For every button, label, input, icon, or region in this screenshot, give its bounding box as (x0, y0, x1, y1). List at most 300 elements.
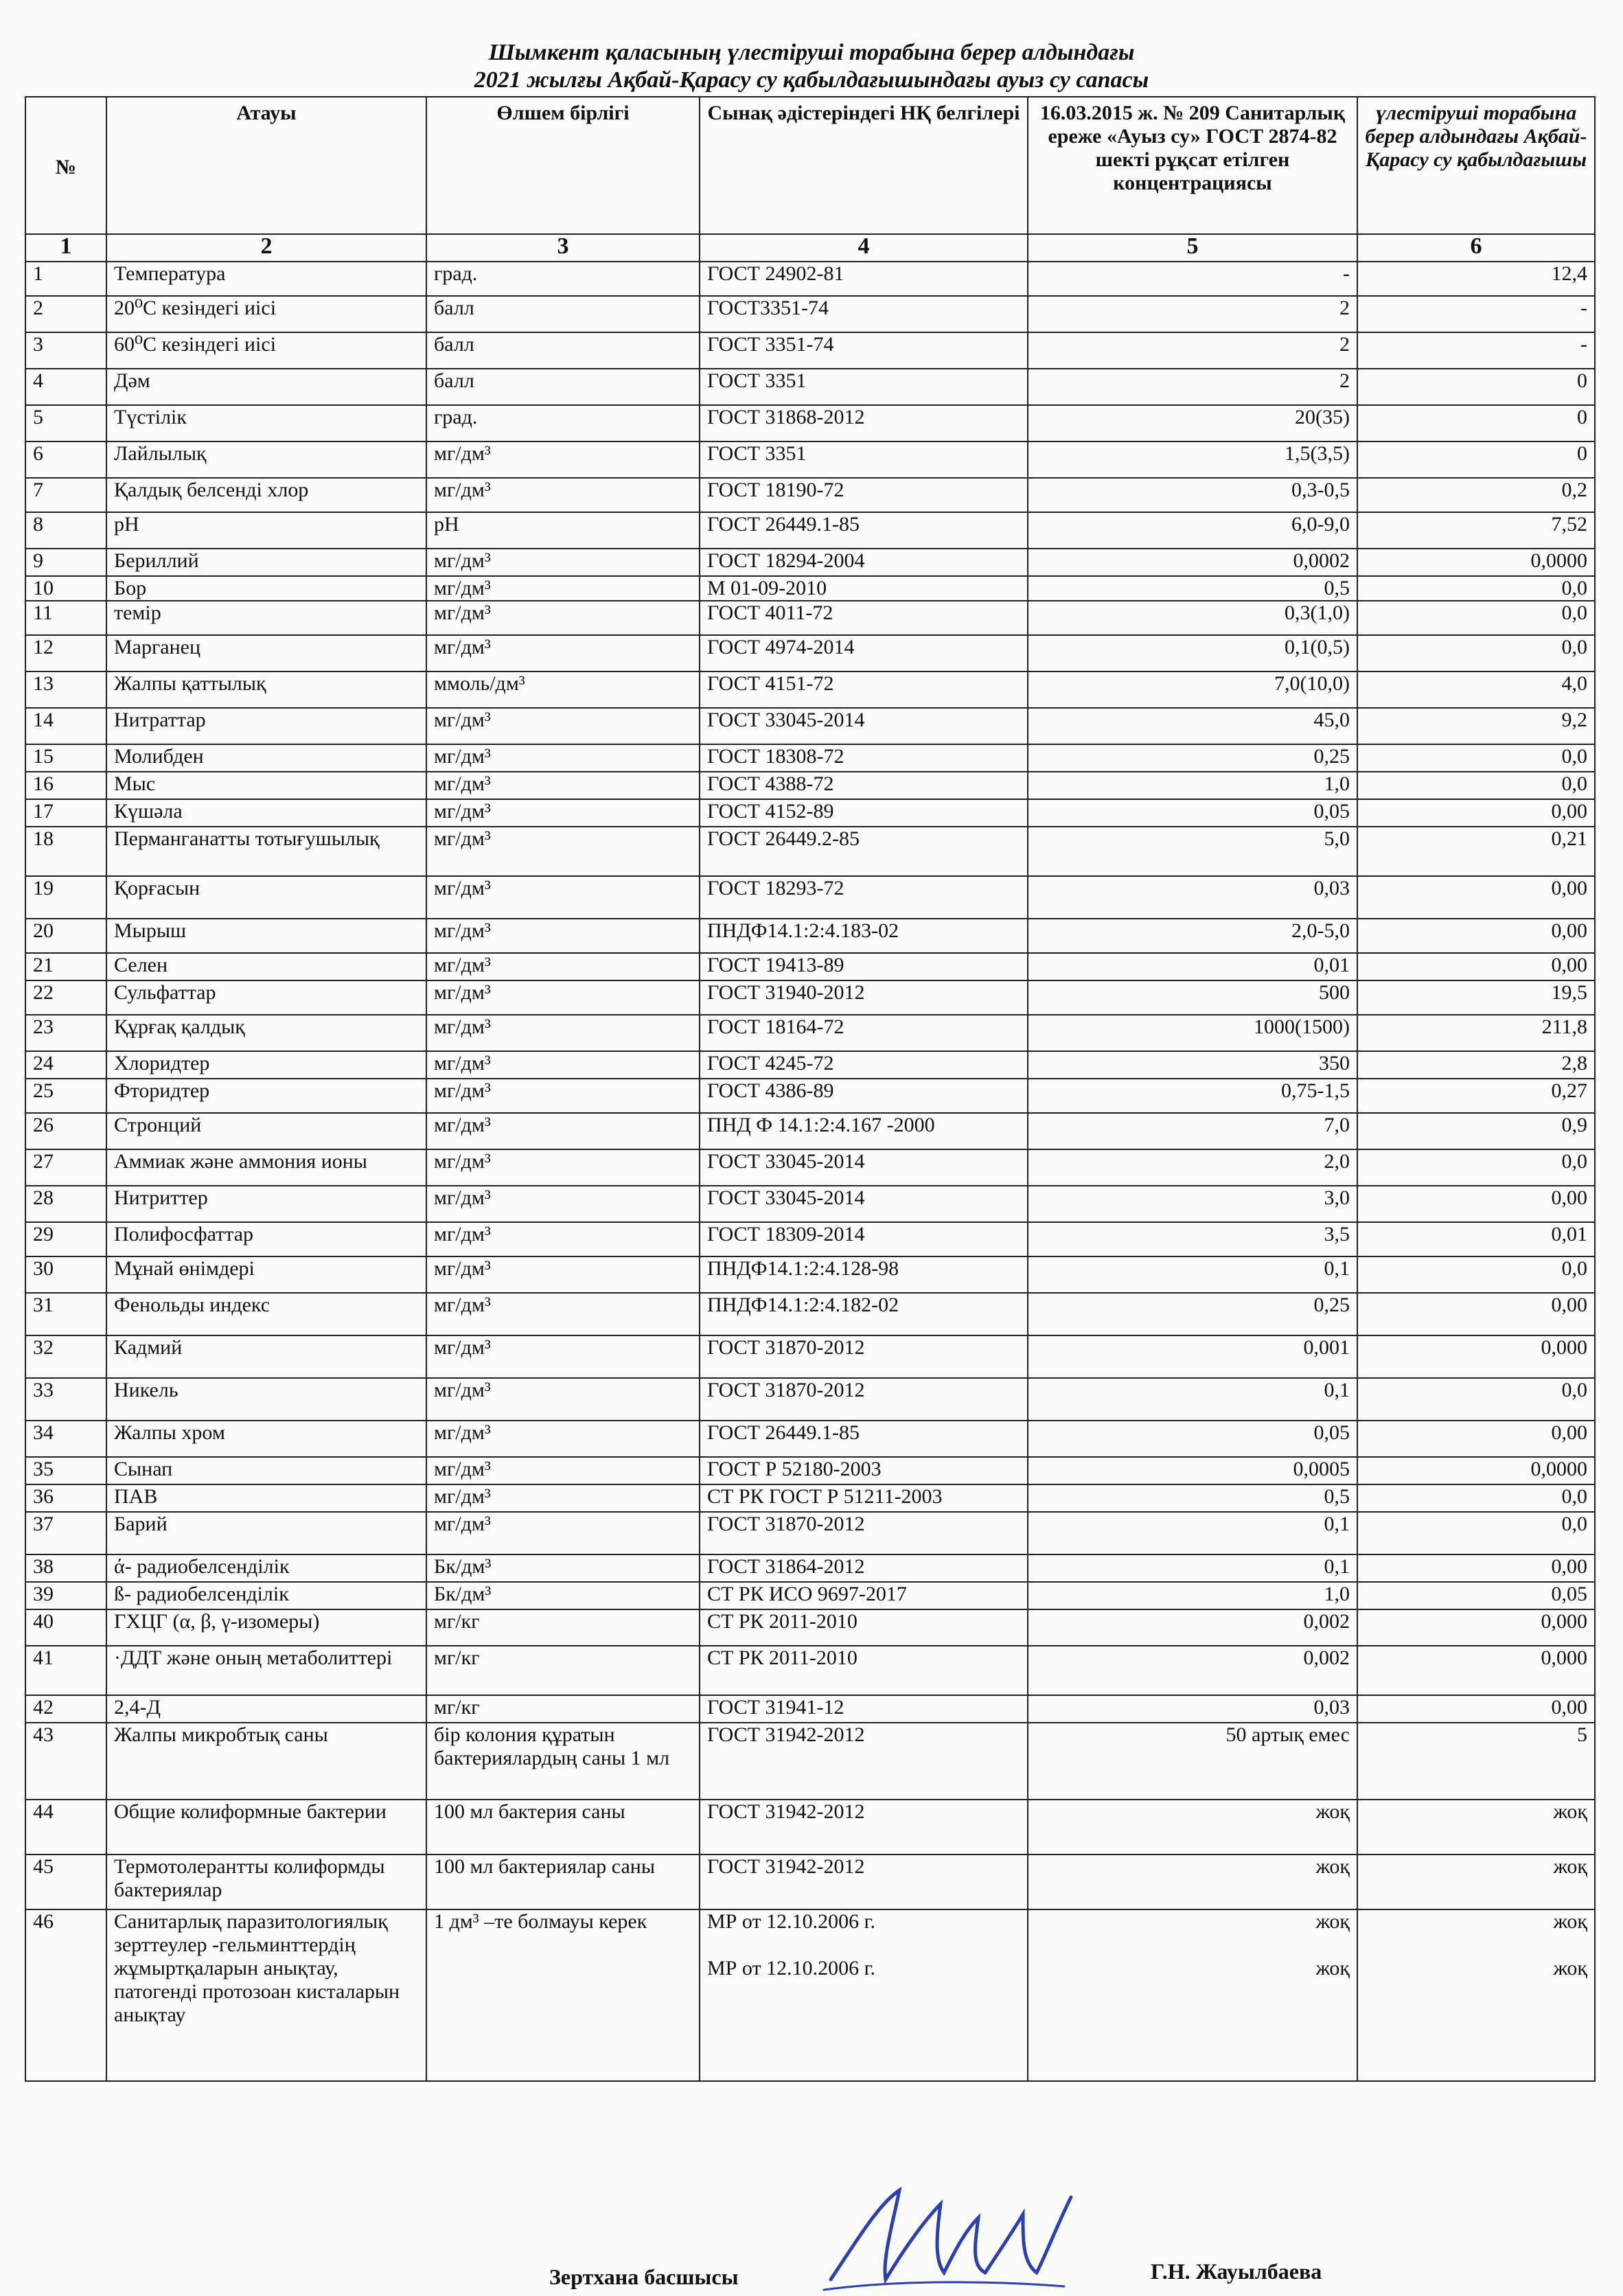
table-row (25, 1484, 1595, 1512)
unit-cell: мг/дм³ (426, 1293, 700, 1335)
parameter-name: Хлоридтер (106, 1051, 426, 1079)
norm-cell: 20(35) (1028, 405, 1357, 441)
method-cell: ГОСТ 19413-89 (700, 953, 1028, 980)
unit-cell: мг/дм³ (426, 876, 700, 919)
method-cell: ГОСТ 3351-74 (700, 332, 1028, 369)
table-row (25, 1695, 1595, 1723)
parameter-name: Нитриттер (106, 1186, 426, 1222)
parameter-name: Жалпы қаттылық (106, 671, 426, 708)
value-cell: 0,000 (1357, 1609, 1595, 1646)
unit-cell: мг/дм³ (426, 576, 700, 601)
value-cell: 0 (1357, 405, 1595, 441)
parameter-name: ГХЦГ (α, β, γ-изомеры) (106, 1609, 426, 1646)
parameter-name: Қалдық белсенді хлор (106, 478, 426, 512)
method-cell: ГОСТ 18190-72 (700, 478, 1028, 512)
row-number: 42 (25, 1695, 106, 1723)
norm-cell: 0,1 (1028, 1378, 1357, 1421)
value-cell: 0,0 (1357, 635, 1595, 671)
parameter-name: Жалпы микробтық саны (106, 1723, 426, 1800)
value-cell: 4,0 (1357, 671, 1595, 708)
method-cell: ГОСТ 31870-2012 (700, 1512, 1028, 1554)
table-row (25, 1149, 1595, 1186)
unit-cell: мг/дм³ (426, 441, 700, 478)
unit-cell: мг/дм³ (426, 1378, 700, 1421)
value-cell: 0,0 (1357, 1512, 1595, 1554)
method-cell: ГОСТ 4011-72 (700, 601, 1028, 635)
value-cell: 0,00 (1357, 1421, 1595, 1457)
method-cell: ГОСТ 4388-72 (700, 772, 1028, 799)
method-cell: МР от 12.10.2006 г. МР от 12.10.2006 г. (700, 1909, 1028, 2081)
table-row (25, 1051, 1595, 1079)
value-cell: 0,0000 (1357, 1457, 1595, 1484)
norm-cell: 0,5 (1028, 576, 1357, 601)
unit-cell: мг/дм³ (426, 799, 700, 827)
norm-cell: жоқ (1028, 1855, 1357, 1909)
unit-cell: мг/дм³ (426, 1149, 700, 1186)
value-cell: 0,0 (1357, 601, 1595, 635)
value-cell: 0,05 (1357, 1582, 1595, 1609)
method-cell: СТ РК 2011-2010 (700, 1646, 1028, 1695)
norm-cell: 0,03 (1028, 1695, 1357, 1723)
method-cell: ГОСТ3351-74 (700, 296, 1028, 332)
row-number: 36 (25, 1484, 106, 1512)
row-number: 24 (25, 1051, 106, 1079)
method-cell: ГОСТ 4974-2014 (700, 635, 1028, 671)
value-cell: 0,0000 (1357, 549, 1595, 576)
value-cell: 0,0 (1357, 772, 1595, 799)
parameter-name: Бериллий (106, 549, 426, 576)
norm-cell: 0,002 (1028, 1646, 1357, 1695)
header-value: үлестіруші торабына берер алдындағы Ақбай-Қарасу су қабылдағышы (1357, 97, 1595, 234)
unit-cell: мг/дм³ (426, 919, 700, 953)
value-cell: 0,00 (1357, 799, 1595, 827)
table-row (25, 1855, 1595, 1909)
value-cell: 0,00 (1357, 1293, 1595, 1335)
norm-cell: 2,0-5,0 (1028, 919, 1357, 953)
table-row (25, 1378, 1595, 1421)
unit-cell: град. (426, 262, 700, 296)
table-row (25, 478, 1595, 512)
row-number: 12 (25, 635, 106, 671)
unit-cell: бір колония құратын бактериялардың саны 1 мл (426, 1723, 700, 1800)
value-cell: 7,52 (1357, 512, 1595, 549)
value-cell: 0,21 (1357, 827, 1595, 876)
parameter-name: Никель (106, 1378, 426, 1421)
table-row (25, 671, 1595, 708)
unit-cell: мг/дм³ (426, 744, 700, 772)
unit-cell: 100 мл бактерия саны (426, 1800, 700, 1855)
norm-cell: 0,0005 (1028, 1457, 1357, 1484)
row-number: 32 (25, 1335, 106, 1378)
column-number: 3 (426, 234, 700, 262)
method-cell: ГОСТ 33045-2014 (700, 1149, 1028, 1186)
row-number: 27 (25, 1149, 106, 1186)
method-cell: ГОСТ 31864-2012 (700, 1554, 1028, 1582)
parameter-name: ПАВ (106, 1484, 426, 1512)
norm-cell: 3,5 (1028, 1222, 1357, 1256)
parameter-name: Күшәла (106, 799, 426, 827)
column-number: 4 (700, 234, 1028, 262)
value-cell: 0,0 (1357, 744, 1595, 772)
row-number: 2 (25, 296, 106, 332)
table-row (25, 744, 1595, 772)
value-cell: 0,0 (1357, 576, 1595, 601)
method-cell: М 01-09-2010 (700, 576, 1028, 601)
norm-cell: 1,5(3,5) (1028, 441, 1357, 478)
row-number: 6 (25, 441, 106, 478)
header-unit: Өлшем бірлігі (426, 97, 700, 234)
norm-cell: 0,0002 (1028, 549, 1357, 576)
unit-cell: мг/дм³ (426, 478, 700, 512)
value-cell: жоқ жоқ (1357, 1909, 1595, 2081)
value-cell: 0,0 (1357, 1378, 1595, 1421)
norm-cell: 0,1 (1028, 1256, 1357, 1293)
method-cell: ГОСТ 31942-2012 (700, 1800, 1028, 1855)
parameter-name: Стронций (106, 1113, 426, 1149)
row-number: 35 (25, 1457, 106, 1484)
value-cell: жоқ (1357, 1800, 1595, 1855)
table-row (25, 1909, 1595, 2081)
method-cell: ГОСТ 31942-2012 (700, 1723, 1028, 1800)
unit-cell: мг/кг (426, 1646, 700, 1695)
norm-cell: 0,05 (1028, 799, 1357, 827)
table-row (25, 405, 1595, 441)
table-row (25, 262, 1595, 296)
unit-cell: мг/дм³ (426, 1113, 700, 1149)
row-number: 19 (25, 876, 106, 919)
table-row (25, 1113, 1595, 1149)
row-number: 40 (25, 1609, 106, 1646)
unit-cell: ммоль/дм³ (426, 671, 700, 708)
method-cell: ПНДФ14.1:2:4.128-98 (700, 1256, 1028, 1293)
method-cell: ГОСТ 18309-2014 (700, 1222, 1028, 1256)
parameter-name: Марганец (106, 635, 426, 671)
parameter-name: Бор (106, 576, 426, 601)
unit-cell: мг/дм³ (426, 601, 700, 635)
unit-cell: мг/дм³ (426, 1421, 700, 1457)
method-cell: ГОСТ 4152-89 (700, 799, 1028, 827)
value-cell: 5 (1357, 1723, 1595, 1800)
table-body (25, 262, 1595, 2081)
norm-cell: 0,1 (1028, 1512, 1357, 1554)
table-row (25, 827, 1595, 876)
value-cell: 0,01 (1357, 1222, 1595, 1256)
norm-cell: 0,3(1,0) (1028, 601, 1357, 635)
parameter-name: Полифосфаттар (106, 1222, 426, 1256)
norm-cell: 6,0-9,0 (1028, 512, 1357, 549)
column-number: 1 (25, 234, 106, 262)
row-number: 25 (25, 1079, 106, 1113)
norm-cell: жоқ жоқ (1028, 1909, 1357, 2081)
row-number: 22 (25, 980, 106, 1015)
parameter-name: 2,4-Д (106, 1695, 426, 1723)
table-row (25, 1256, 1595, 1293)
unit-cell: мг/кг (426, 1609, 700, 1646)
method-cell: ГОСТ 24902-81 (700, 262, 1028, 296)
row-number: 44 (25, 1800, 106, 1855)
norm-cell: 0,03 (1028, 876, 1357, 919)
norm-cell: 0,5 (1028, 1484, 1357, 1512)
table-row (25, 919, 1595, 953)
row-number: 23 (25, 1015, 106, 1051)
column-number-row (25, 234, 1595, 262)
parameter-name: темір (106, 601, 426, 635)
row-number: 26 (25, 1113, 106, 1149)
unit-cell: рН (426, 512, 700, 549)
table-row (25, 1335, 1595, 1378)
norm-cell: 2,0 (1028, 1149, 1357, 1186)
norm-cell: 0,002 (1028, 1609, 1357, 1646)
row-number: 45 (25, 1855, 106, 1909)
unit-cell: Бк/дм³ (426, 1554, 700, 1582)
method-cell: СТ РК ГОСТ Р 51211-2003 (700, 1484, 1028, 1512)
norm-cell: 0,75-1,5 (1028, 1079, 1357, 1113)
row-number: 20 (25, 919, 106, 953)
unit-cell: мг/кг (426, 1695, 700, 1723)
table-row (25, 1723, 1595, 1800)
table-row (25, 296, 1595, 332)
row-number: 17 (25, 799, 106, 827)
method-cell: ГОСТ 3351 (700, 441, 1028, 478)
table-row (25, 953, 1595, 980)
parameter-name: Түстілік (106, 405, 426, 441)
table-row (25, 601, 1595, 635)
row-number: 14 (25, 708, 106, 744)
value-cell: 0,000 (1357, 1335, 1595, 1378)
table-row (25, 876, 1595, 919)
row-number: 46 (25, 1909, 106, 2081)
value-cell: 0,00 (1357, 1554, 1595, 1582)
table-row (25, 1554, 1595, 1582)
row-number: 5 (25, 405, 106, 441)
column-number: 5 (1028, 234, 1357, 262)
row-number: 39 (25, 1582, 106, 1609)
norm-cell: 1000(1500) (1028, 1015, 1357, 1051)
row-number: 37 (25, 1512, 106, 1554)
parameter-name: ß- радиобелсенділік (106, 1582, 426, 1609)
unit-cell: балл (426, 332, 700, 369)
unit-cell: балл (426, 296, 700, 332)
method-cell: ГОСТ 26449.1-85 (700, 512, 1028, 549)
handwritten-signature (817, 2177, 1078, 2293)
header-norm: 16.03.2015 ж. № 209 Санитарлық ереже «Ауыз су» ГОСТ 2874-82 шекті рұқсат етілген концентрациясы (1028, 97, 1357, 234)
table-row (25, 1609, 1595, 1646)
parameter-name: Общие колиформные бактерии (106, 1800, 426, 1855)
row-number: 41 (25, 1646, 106, 1695)
table-row (25, 369, 1595, 405)
unit-cell: мг/дм³ (426, 1484, 700, 1512)
table-row (25, 1186, 1595, 1222)
unit-cell: мг/дм³ (426, 635, 700, 671)
value-cell: 9,2 (1357, 708, 1595, 744)
table-row (25, 1421, 1595, 1457)
parameter-name: Термотолерантты колиформды бактериялар (106, 1855, 426, 1909)
unit-cell: 1 дм³ –те болмауы керек (426, 1909, 700, 2081)
unit-cell: мг/дм³ (426, 1079, 700, 1113)
unit-cell: мг/дм³ (426, 1256, 700, 1293)
table-row (25, 512, 1595, 549)
unit-cell: мг/дм³ (426, 1457, 700, 1484)
header-row (25, 97, 1595, 234)
unit-cell: мг/дм³ (426, 953, 700, 980)
parameter-name: 20⁰С кезіндегі иісі (106, 296, 426, 332)
parameter-name: Құрғақ қалдық (106, 1015, 426, 1051)
method-cell: ГОСТ 3351 (700, 369, 1028, 405)
unit-cell: 100 мл бактериялар саны (426, 1855, 700, 1909)
row-number: 29 (25, 1222, 106, 1256)
parameter-name: Фторидтер (106, 1079, 426, 1113)
value-cell: 0,00 (1357, 953, 1595, 980)
method-cell: ГОСТ 31868-2012 (700, 405, 1028, 441)
row-number: 18 (25, 827, 106, 876)
table-row (25, 772, 1595, 799)
header-name: Атауы (106, 97, 426, 234)
method-cell: ГОСТ 33045-2014 (700, 1186, 1028, 1222)
table-row (25, 1800, 1595, 1855)
value-cell: 0,27 (1357, 1079, 1595, 1113)
unit-cell: мг/дм³ (426, 1015, 700, 1051)
parameter-name: Мырыш (106, 919, 426, 953)
table-row (25, 1015, 1595, 1051)
unit-cell: мг/дм³ (426, 772, 700, 799)
method-cell: ГОСТ 26449.2-85 (700, 827, 1028, 876)
parameter-name: Сынап (106, 1457, 426, 1484)
method-cell: СТ РК 2011-2010 (700, 1609, 1028, 1646)
method-cell: ГОСТ 4245-72 (700, 1051, 1028, 1079)
table-row (25, 332, 1595, 369)
unit-cell: мг/дм³ (426, 549, 700, 576)
norm-cell: 50 артық емес (1028, 1723, 1357, 1800)
method-cell: ГОСТ 18164-72 (700, 1015, 1028, 1051)
method-cell: ГОСТ 31942-2012 (700, 1855, 1028, 1909)
parameter-name: Селен (106, 953, 426, 980)
table-row (25, 1079, 1595, 1113)
method-cell: ГОСТ 4151-72 (700, 671, 1028, 708)
table-row (25, 1222, 1595, 1256)
value-cell: 19,5 (1357, 980, 1595, 1015)
unit-cell: мг/дм³ (426, 1222, 700, 1256)
method-cell: ПНДФ14.1:2:4.182-02 (700, 1293, 1028, 1335)
unit-cell: град. (426, 405, 700, 441)
value-cell: 211,8 (1357, 1015, 1595, 1051)
row-number: 33 (25, 1378, 106, 1421)
row-number: 43 (25, 1723, 106, 1800)
norm-cell: 7,0(10,0) (1028, 671, 1357, 708)
method-cell: ПНД Ф 14.1:2:4.167 -2000 (700, 1113, 1028, 1149)
value-cell: 0,0 (1357, 1149, 1595, 1186)
unit-cell: Бк/дм³ (426, 1582, 700, 1609)
parameter-name: Нитраттар (106, 708, 426, 744)
row-number: 4 (25, 369, 106, 405)
method-cell: ГОСТ 18293-72 (700, 876, 1028, 919)
value-cell: 0,00 (1357, 919, 1595, 953)
norm-cell: 0,05 (1028, 1421, 1357, 1457)
value-cell: жоқ (1357, 1855, 1595, 1909)
parameter-name: Қорғасын (106, 876, 426, 919)
column-number: 6 (1357, 234, 1595, 262)
parameter-name: Температура (106, 262, 426, 296)
row-number: 38 (25, 1554, 106, 1582)
water-quality-table (25, 96, 1596, 2082)
method-cell: ГОСТ 31870-2012 (700, 1378, 1028, 1421)
norm-cell: 2 (1028, 332, 1357, 369)
lab-head-name: Г.Н. Жауылбаева (1151, 2259, 1322, 2284)
norm-cell: 0,3-0,5 (1028, 478, 1357, 512)
method-cell: ГОСТ 31870-2012 (700, 1335, 1028, 1378)
norm-cell: 0,25 (1028, 1293, 1357, 1335)
table-row (25, 1512, 1595, 1554)
table-row (25, 799, 1595, 827)
parameter-name: Дәм (106, 369, 426, 405)
row-number: 9 (25, 549, 106, 576)
parameter-name: Лайлылық (106, 441, 426, 478)
table-row (25, 576, 1595, 601)
unit-cell: мг/дм³ (426, 708, 700, 744)
table-row (25, 441, 1595, 478)
table-row (25, 980, 1595, 1015)
norm-cell: 1,0 (1028, 772, 1357, 799)
method-cell: ГОСТ 31940-2012 (700, 980, 1028, 1015)
method-cell: СТ РК ИСО 9697-2017 (700, 1582, 1028, 1609)
value-cell: 0,0 (1357, 1256, 1595, 1293)
parameter-name: ·ДДТ және оның метаболиттері (106, 1646, 426, 1695)
row-number: 15 (25, 744, 106, 772)
norm-cell: 2 (1028, 296, 1357, 332)
norm-cell: 0,1 (1028, 1554, 1357, 1582)
parameter-name: Молибден (106, 744, 426, 772)
row-number: 34 (25, 1421, 106, 1457)
table-row (25, 1582, 1595, 1609)
lab-head-label: Зертхана басшысы (549, 2264, 739, 2289)
method-cell: ГОСТ 26449.1-85 (700, 1421, 1028, 1457)
row-number: 3 (25, 332, 106, 369)
parameter-name: Барий (106, 1512, 426, 1554)
row-number: 1 (25, 262, 106, 296)
table-row (25, 549, 1595, 576)
value-cell: 0 (1357, 369, 1595, 405)
value-cell: 0,0 (1357, 1484, 1595, 1512)
row-number: 7 (25, 478, 106, 512)
header-no: № (25, 97, 106, 234)
method-cell: ГОСТ 33045-2014 (700, 708, 1028, 744)
value-cell: 0,9 (1357, 1113, 1595, 1149)
row-number: 11 (25, 601, 106, 635)
norm-cell: 7,0 (1028, 1113, 1357, 1149)
row-number: 21 (25, 953, 106, 980)
column-number: 2 (106, 234, 426, 262)
method-cell: ГОСТ 18308-72 (700, 744, 1028, 772)
norm-cell: 0,01 (1028, 953, 1357, 980)
norm-cell: - (1028, 262, 1357, 296)
parameter-name: Жалпы хром (106, 1421, 426, 1457)
row-number: 28 (25, 1186, 106, 1222)
parameter-name: ά- радиобелсенділік (106, 1554, 426, 1582)
method-cell: ГОСТ 31941-12 (700, 1695, 1028, 1723)
document-title-line-1: Шымкент қаласының үлестіруші торабына берер алдындағы (488, 40, 1135, 65)
row-number: 16 (25, 772, 106, 799)
row-number: 8 (25, 512, 106, 549)
value-cell: 0,00 (1357, 876, 1595, 919)
unit-cell: мг/дм³ (426, 1186, 700, 1222)
parameter-name: Санитарлық паразитологиялық зерттеулер -гельминттердің жұмыртқаларын анықтау, патогенді протозоан кисталарын анықтау (106, 1909, 426, 2081)
table-row (25, 1293, 1595, 1335)
unit-cell: мг/дм³ (426, 980, 700, 1015)
norm-cell: жоқ (1028, 1800, 1357, 1855)
method-cell: ПНДФ14.1:2:4.183-02 (700, 919, 1028, 953)
parameter-name: Сульфаттар (106, 980, 426, 1015)
value-cell: - (1357, 296, 1595, 332)
norm-cell: 350 (1028, 1051, 1357, 1079)
